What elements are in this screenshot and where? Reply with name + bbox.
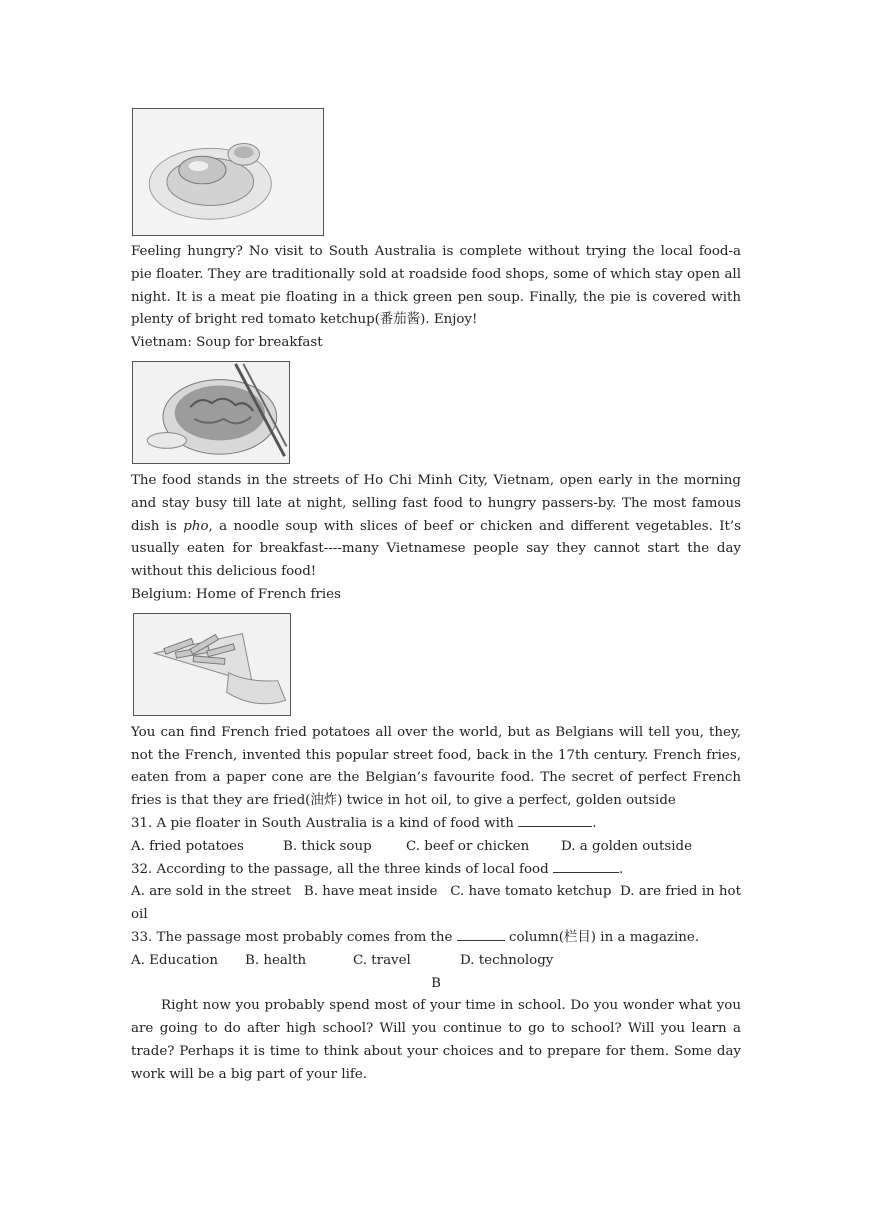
option-b: B. thick soup (283, 838, 372, 854)
option-a: A. fried potatoes (131, 838, 244, 854)
option-c: C. have tomato ketchup (450, 884, 612, 900)
document-page (131, 108, 741, 1087)
pie-floater-icon (133, 109, 323, 235)
question-32-options (131, 881, 741, 927)
question-32-end: . (618, 861, 624, 877)
option-d: D. technology (460, 952, 554, 968)
option-b: B. health (245, 952, 307, 968)
french-fries-image (133, 613, 291, 716)
section-b-paragraph: Right now you probably spend most of your time in school. Do you wonder what you are going to do after high school? Will you continue to go to school? Will you learn a trade? Perhaps it is time to think about your choices and to prepare for them. Some day work will be a big part of your life. (131, 998, 741, 1082)
question-33-stem: 33. The passage most probably comes from the (131, 929, 453, 945)
question-32 (131, 859, 741, 927)
question-33-end: column(栏目) in a magazine. (509, 929, 700, 945)
answer-blank (518, 814, 592, 827)
pie-floater-image (132, 108, 324, 236)
answer-blank (553, 860, 619, 873)
option-c: C. travel (353, 952, 411, 968)
belgium-heading: Belgium: Home of French fries (131, 586, 341, 602)
option-c: C. beef or chicken (406, 838, 530, 854)
french-fries-cone-icon (134, 614, 290, 715)
pho-bowl-icon (133, 362, 289, 463)
question-33 (131, 927, 741, 973)
question-32-stem: 32. According to the passage, all the three kinds of local food (131, 861, 549, 877)
pho-paragraph-part2: , a noodle soup with slices of beef or chicken and different vegetables. It’s usually eaten for breakfast----many Vietnamese people say they cannot start the day without this delicious food! (131, 518, 741, 580)
option-d: D. are fried in hot oil (131, 884, 741, 923)
section-b-label: B (431, 975, 441, 991)
pho-word: pho (183, 518, 209, 534)
question-33-options (131, 950, 741, 973)
answer-blank (457, 928, 505, 941)
pho-paragraph (131, 470, 741, 584)
vietnam-heading: Vietnam: Soup for breakfast (131, 335, 323, 351)
option-a: A. are sold in the street (131, 884, 292, 900)
question-31-stem: 31. A pie floater in South Australia is a kind of food with (131, 815, 514, 831)
pho-image (132, 361, 290, 464)
french-fries-paragraph: You can find French fried potatoes all over the world, but as Belgians will tell you, they, not the French, invented this popular street food, back in the 17th century. French fries, eaten from a paper cone are the Belgian’s favourite food. The secret of perfect French fries is that they are fried(油炸) twice in hot oil, to give a perfect, golden outside (131, 724, 741, 809)
pho-paragraph-part1: The food stands in the streets of Ho Chi Minh City, Vietnam, open early in the morning and stay busy till late at night, selling fast food to hungry passers-by. The most famous dish is (131, 472, 741, 534)
question-31-options (131, 836, 741, 859)
pie-floater-paragraph: Feeling hungry? No visit to South Australia is complete without trying the local food-a pie floater. They are traditionally sold at roadside food shops, some of which stay open all night. It is a meat pie floating in a thick green pen soup. Finally, the pie is covered with plenty of bright red tomato ketchup(番茄酱). Enjoy! (131, 244, 741, 328)
question-31-end: . (592, 815, 597, 831)
option-a: A. Education (131, 952, 218, 968)
question-31 (131, 813, 741, 859)
option-d: D. a golden outside (561, 838, 693, 854)
option-b: B. have meat inside (303, 884, 438, 900)
